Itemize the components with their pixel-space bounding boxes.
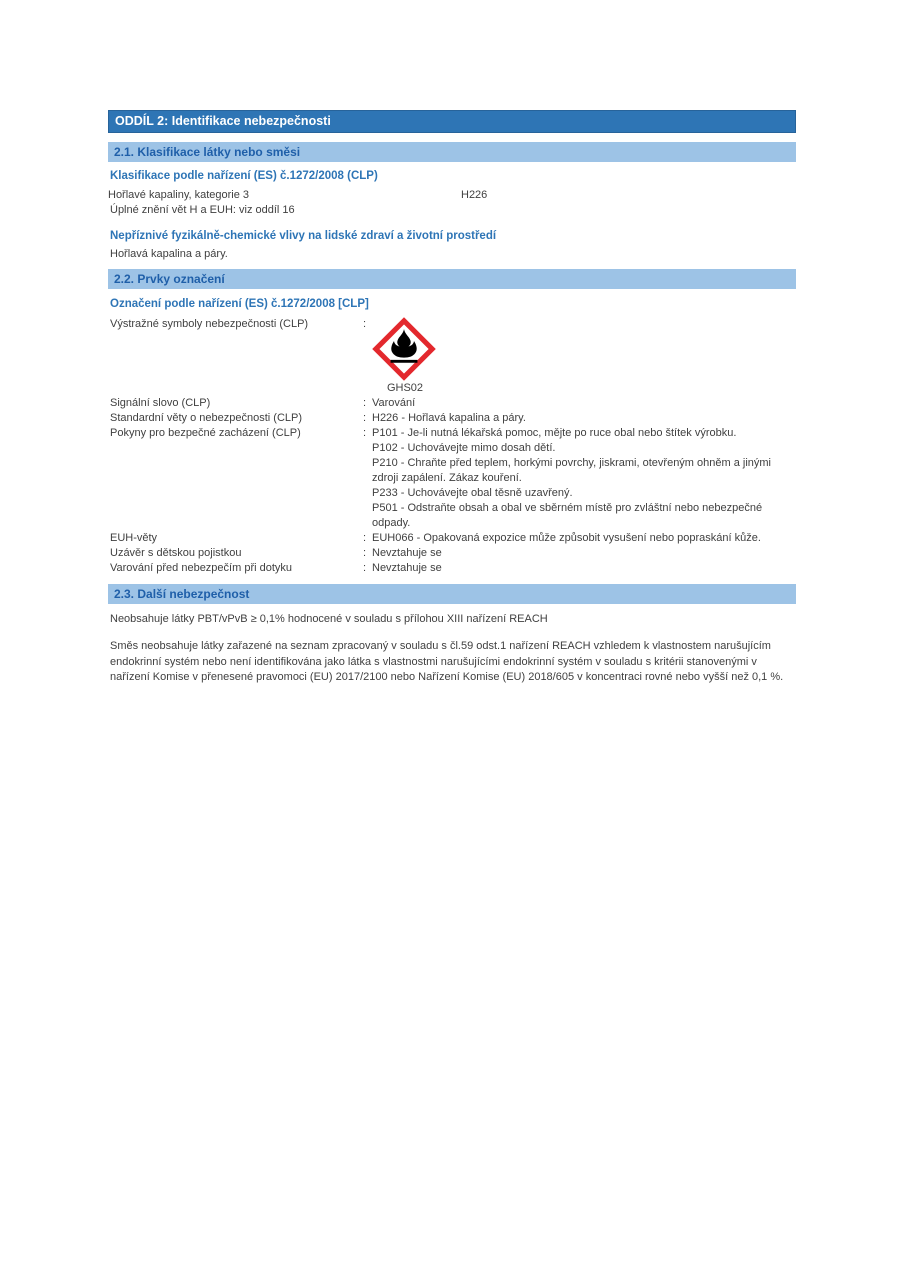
labelling-row [108,411,796,426]
row-label: Výstražné symboly nebezpečnosti (CLP) [110,318,309,330]
value-line: H226 - Hořlavá kapalina a páry. [372,412,526,424]
endocrine-statement: Směs neobsahuje látky zařazené na seznam zpracovaný v souladu s čl.59 odst.1 nařízení REACH vzhledem k vlastnostem narušujícím endokrinní systém nebo není identifikována jako látka s vlastnostmi narušujícími endokrinní systém v souladu s kritérii stanovenými v nařízení Komise v přenesené pravomoci (EU) 2017/2100 nebo Nařízení Komise (EU) 2018/605 v koncentraci rovné nebo vyšší než 0,1 %. [110,640,784,683]
row-colon-separator: : [363,562,367,574]
pbt-statement: Neobsahuje látky PBT/vPvB ≥ 0,1% hodnocené v souladu s přílohou XIII nařízení REACH [110,613,548,625]
section-2-title: ODDÍL 2: Identifikace nebezpečnosti [115,114,331,128]
row-values [372,561,796,576]
value-line: Nevztahuje se [372,562,442,574]
adverse-effects-text: Hořlavá kapalina a páry. [110,248,228,260]
sds-document-section [108,110,796,686]
value-line: Nevztahuje se [372,547,442,559]
row-colon-separator: : [363,397,367,409]
value-line: P210 - Chraňte před teplem, horkými povrchy, jiskrami, otevřeným ohněm a jinými zdroji zapálení. Zákaz kouření. [372,457,772,484]
row-colon-separator: : [363,412,367,424]
ghs02-flame-pictogram [372,317,438,395]
value-line: P501 - Odstraňte obsah a obal ve sběrném místě pro zvláštní nebo nebezpečné odpady. [372,502,763,529]
ghs02-flame-icon [372,317,436,381]
section-2-1-title: 2.1. Klasifikace látky nebo směsi [114,145,301,159]
value-line: P102 - Uchovávejte mimo dosah dětí. [372,442,556,454]
row-colon-separator: : [363,532,367,544]
labelling-rows [108,317,796,576]
classification-row [108,188,796,203]
hazard-statement-code: H226 [461,189,488,201]
labelling-row [108,426,796,531]
row-label: Standardní věty o nebezpečnosti (CLP) [110,412,303,424]
labelling-heading: Označení podle nařízení (ES) č.1272/2008 [CLP] [110,298,369,310]
section-2-3-title: 2.3. Další nebezpečnost [114,587,250,601]
value-line: Varování [372,397,416,409]
hazard-class-name: Hořlavé kapaliny, kategorie 3 [108,189,250,201]
row-label: EUH-věty [110,532,158,544]
row-colon-separator: : [363,318,367,330]
value-line: P101 - Je-li nutná lékařská pomoc, mějte po ruce obal nebo štítek výrobku. [372,427,737,439]
row-values [372,411,796,426]
labelling-row [108,317,796,396]
labelling-row [108,546,796,561]
adverse-effects-heading: Nepříznivé fyzikálně-chemické vlivy na lidské zdraví a životní prostředí [110,230,497,242]
classification-table [108,188,796,203]
row-label: Varování před nebezpečím při dotyku [110,562,293,574]
row-label: Uzávěr s dětskou pojistkou [110,547,242,559]
row-values [372,531,796,546]
section-2-3-header-bar [108,584,796,604]
row-values [372,396,796,411]
section-2-header-bar [108,110,796,133]
row-label: Pokyny pro bezpečné zacházení (CLP) [110,427,301,439]
classification-heading: Klasifikace podle nařízení (ES) č.1272/2008 (CLP) [110,170,378,182]
labelling-row [108,531,796,546]
section-2-2-header-bar [108,269,796,289]
pictogram-caption: GHS02 [386,382,424,394]
labelling-row [108,396,796,411]
section-2-1-header-bar [108,142,796,162]
section-2-2-title: 2.2. Prvky označení [114,272,225,286]
value-line: P233 - Uchovávejte obal těsně uzavřený. [372,487,573,499]
value-line: EUH066 - Opakovaná expozice může způsobit vysušení nebo popraskání kůže. [372,532,761,544]
row-values [372,426,796,531]
row-colon-separator: : [363,427,367,439]
row-colon-separator: : [363,547,367,559]
labelling-row [108,561,796,576]
row-values [372,317,796,396]
row-label: Signální slovo (CLP) [110,397,211,409]
full-text-note: Úplné znění vět H a EUH: viz oddíl 16 [110,204,295,216]
row-values [372,546,796,561]
